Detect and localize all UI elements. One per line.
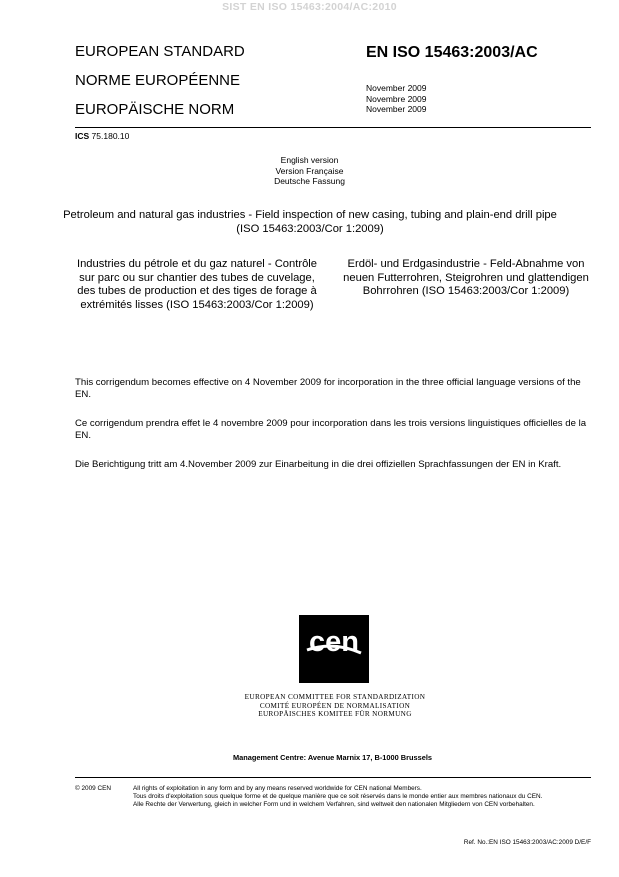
ics-code xyxy=(75,131,129,141)
corrigendum-note-en: This corrigendum becomes effective on 4 November 2009 for incorporation in the three official language versions of the EN. xyxy=(75,377,581,400)
corrigendum-note-de: Die Berichtigung tritt am 4.November 2009 zur Einarbeitung in die drei offiziellen Sprachfassungen der EN in Kraft. xyxy=(75,459,562,470)
copyright: © 2009 CEN xyxy=(75,785,111,792)
rights-statement xyxy=(133,785,593,808)
corrigendum-note-fr: Ce corrigendum prendra effet le 4 novembre 2009 pour incorporation dans les trois versions linguistiques officielles de la EN. xyxy=(75,418,587,441)
committee-name-en: EUROPEAN COMMITTEE FOR STANDARDIZATION xyxy=(244,693,426,701)
cen-logo-icon xyxy=(299,615,369,683)
committee-name-fr: COMITÉ EUROPÉEN DE NORMALISATION xyxy=(259,701,411,710)
footer-divider xyxy=(75,777,591,778)
language-versions xyxy=(0,155,619,187)
ics-label: ICS xyxy=(75,131,90,141)
rights-fr: Tous droits d'exploitation sous quelque forme et de quelque manière que ce soit réservés dans le monde entier aux membres nationaux du CEN. xyxy=(133,792,543,800)
watermark: SIST EN ISO 15463:2004/AC:2010 xyxy=(222,1,397,13)
standard-name-fr: NORME EUROPÉENNE xyxy=(75,72,241,89)
version-en: English version xyxy=(280,155,339,165)
standard-number: EN ISO 15463:2003/AC xyxy=(366,44,538,61)
date-de: November 2009 xyxy=(366,104,427,114)
management-centre: Management Centre: Avenue Marnix 17, B-1000 Brussels xyxy=(232,753,433,762)
standard-name-de: EUROPÄISCHE NORM xyxy=(75,101,235,118)
version-de: Deutsche Fassung xyxy=(274,176,345,187)
standard-name-en: EUROPEAN STANDARD xyxy=(75,43,245,60)
committee-names xyxy=(210,693,460,719)
title-german: Erdöl- und Erdgasindustrie - Feld-Abnahme von neuen Futterrohren, Steigrohren und glattendigen Bohrrohren (ISO 15463:2003/Cor 1:2009) xyxy=(343,258,589,298)
header-divider xyxy=(75,127,591,128)
title-english: Petroleum and natural gas industries - Field inspection of new casing, tubing and plain-end drill pipe (ISO 15463:2003/Cor 1:2009) xyxy=(63,209,557,235)
date-fr: Novembre 2009 xyxy=(366,93,427,104)
rights-de: Alle Rechte der Verwertung, gleich in welcher Form und in welchem Verfahren, sind weltweit den nationalen Mitgliedern von CEN vorbehalten. xyxy=(133,800,535,808)
cen-logo-text: cen xyxy=(309,626,359,658)
committee-name-de: EUROPÄISCHES KOMITEE FÜR NORMUNG xyxy=(258,710,412,719)
rights-en: All rights of exploitation in any form and by any means reserved worldwide for CEN national Members. xyxy=(133,785,422,792)
ics-value: 75.180.10 xyxy=(91,131,130,141)
version-fr: Version Française xyxy=(275,165,344,176)
date-en: November 2009 xyxy=(366,83,427,93)
reference-number: Ref. No.:EN ISO 15463:2003/AC:2009 D/E/F xyxy=(463,839,591,846)
title-french: Industries du pétrole et du gaz naturel - Contrôle sur parc ou sur chantier des tubes de cuvelage, des tubes de production et des tiges de forage à extrémités lisses (ISO 15463:2003/Cor 1:2009) xyxy=(76,258,318,311)
publication-dates xyxy=(366,83,426,115)
